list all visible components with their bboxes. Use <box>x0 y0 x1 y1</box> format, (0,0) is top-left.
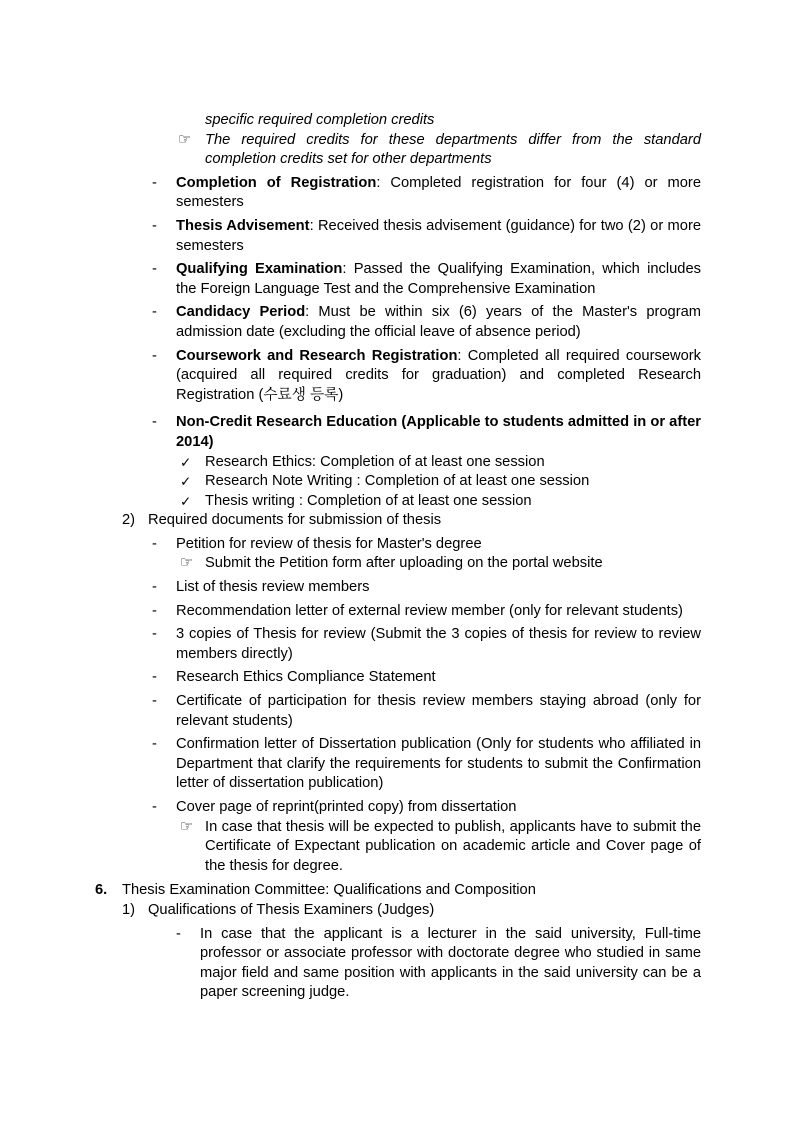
bullet-text: : Completed all required coursework (acquired all required credits for graduation) and completed Research Registration (수료생 등록) <box>176 347 702 403</box>
dash-icon: - <box>152 535 157 552</box>
bullet-term: Qualifying Examination <box>176 261 343 278</box>
note-item <box>95 818 701 877</box>
check-icon: ✓ <box>180 454 192 470</box>
bullet-item <box>95 174 701 213</box>
dash-icon: - <box>152 304 157 321</box>
dash-icon: - <box>152 736 157 753</box>
bullet-term: Non-Credit Research Education (Applicable to students admitted in or after 2014) <box>176 414 701 450</box>
bullet-item <box>95 260 701 299</box>
bullet-text: Research Ethics Compliance Statement <box>176 669 436 686</box>
bullet-term: Completion of Registration <box>176 174 377 191</box>
checklist-text: Research Note Writing : Completion of at least one session <box>205 473 590 490</box>
bullet-text: : Must be within six (6) years of the Master's program admission date (excluding the official leave of absence period) <box>176 304 702 340</box>
bullet-text: List of thesis review members <box>176 579 370 596</box>
bullet-item <box>95 625 701 664</box>
bullet-item <box>95 602 701 622</box>
item-number: 1) <box>122 901 136 918</box>
dash-icon: - <box>152 174 157 191</box>
bullet-item <box>95 347 701 406</box>
finger-icon: ☞ <box>178 131 192 148</box>
bullet-term: Thesis Advisement <box>176 217 310 234</box>
dash-icon: - <box>152 799 157 815</box>
bullet-text: : Received thesis advisement (guidance) for two (2) or more semesters <box>176 217 701 254</box>
bullet-item <box>95 413 701 452</box>
checklist-item <box>95 492 701 512</box>
dash-icon: - <box>152 261 157 278</box>
bullet-item <box>95 217 701 256</box>
dash-icon: - <box>152 602 157 619</box>
bullet-text: Certificate of participation for thesis review members staying abroad (only for relevant students) <box>176 693 701 729</box>
section-heading <box>95 881 701 901</box>
check-icon: ✓ <box>180 474 192 490</box>
check-icon: ✓ <box>180 493 192 509</box>
bullet-item <box>95 925 701 1003</box>
bullet-item <box>95 578 701 598</box>
dash-icon: - <box>176 925 181 942</box>
dash-icon: - <box>152 693 157 710</box>
bullet-term: Candidacy Period <box>176 304 306 321</box>
dash-icon: - <box>152 626 157 643</box>
bullet-item <box>95 303 701 342</box>
section-number: 6. <box>95 882 108 899</box>
document-body <box>95 111 701 1003</box>
numbered-text: Qualifications of Thesis Examiners (Judges) <box>148 901 435 918</box>
note-item <box>95 554 701 574</box>
numbered-item <box>95 511 701 531</box>
finger-icon: ☞ <box>180 555 194 572</box>
bullet-item <box>95 735 701 794</box>
numbered-text: Required documents for submission of thesis <box>148 512 442 529</box>
note-text: In case that thesis will be expected to publish, applicants have to submit the Certificate of Expectant publication on academic article and Cover page of the thesis for degree. <box>205 818 701 874</box>
continuation-line <box>95 111 701 131</box>
bullet-text: Petition for review of thesis for Master's degree <box>176 535 482 552</box>
checklist-item <box>95 472 701 492</box>
checklist-text: Thesis writing : Completion of at least one session <box>205 492 532 509</box>
bullet-item <box>95 692 701 731</box>
item-number: 2) <box>122 512 136 529</box>
bullet-text: Confirmation letter of Dissertation publication (Only for students who affiliated in Department that clarify the requirements for students to submit the Confirmation letter of dissertation publication) <box>176 736 701 792</box>
note-text: The required credits for these departments differ from the standard completion credits set for other departments <box>205 131 701 168</box>
dash-icon: - <box>152 579 157 596</box>
bullet-text: 3 copies of Thesis for review (Submit the 3 copies of thesis for review to review members directly) <box>176 626 701 662</box>
dash-icon: - <box>152 347 157 364</box>
bullet-item <box>95 535 701 555</box>
bullet-text: In case that the applicant is a lecturer in the said university, Full-time professor or associate professor with doctorate degree who studied in same major field and same position with applicants in the said university can be a paper screening judge. <box>200 925 701 1001</box>
checklist-item <box>95 453 701 473</box>
numbered-item <box>95 901 701 921</box>
dash-icon: - <box>152 217 157 234</box>
bullet-item <box>95 668 701 688</box>
note-text: Submit the Petition form after uploading on the portal website <box>205 555 603 572</box>
bullet-item <box>95 798 701 818</box>
bullet-text: Cover page of reprint(printed copy) from dissertation <box>176 799 517 815</box>
dash-icon: - <box>152 669 157 686</box>
bullet-text: : Passed the Qualifying Examination, which includes the Foreign Language Test and the Comprehensive Examination <box>176 261 701 297</box>
finger-icon: ☞ <box>180 818 194 835</box>
section-title: Thesis Examination Committee: Qualifications and Composition <box>122 882 536 899</box>
continuation-text: specific required completion credits <box>205 112 435 128</box>
note-item <box>95 131 701 170</box>
dash-icon: - <box>152 414 157 431</box>
bullet-text: : Completed registration for four (4) or more semesters <box>176 174 701 211</box>
checklist-text: Research Ethics: Completion of at least one session <box>205 453 545 470</box>
bullet-text: Recommendation letter of external review member (only for relevant students) <box>176 602 683 619</box>
bullet-term: Coursework and Research Registration <box>176 347 458 364</box>
